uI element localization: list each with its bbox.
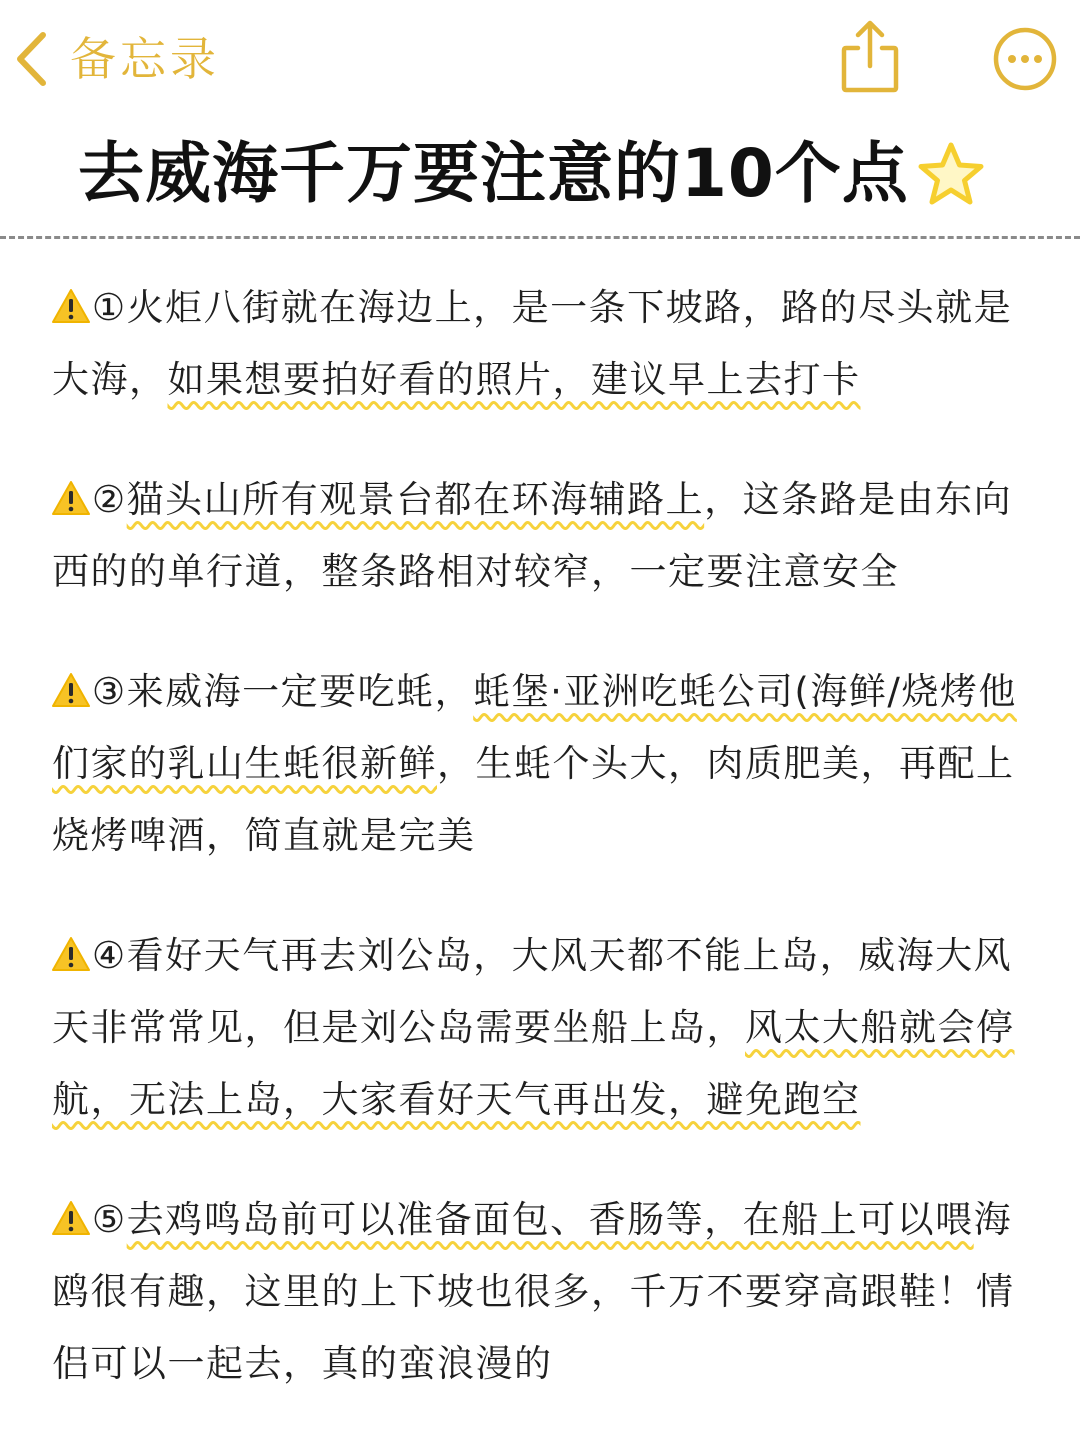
more-icon [992, 26, 1058, 92]
note-body [52, 272, 1042, 1448]
highlighted-text: 风太大船就会停航，无法上岛，大家看好天气再出发，避免跑空 [52, 1006, 1015, 1121]
nav-bar [0, 0, 1080, 120]
note-text: ①火炬八街就在海边上，是一条下坡路，路的尽头就是大海， [52, 286, 1013, 401]
star-icon [915, 141, 987, 207]
note-text: 海鸥很有趣，这里的上下坡也很多，千万不要穿高跟鞋！情侣可以一起去，真的蛮浪漫的 [52, 1198, 1015, 1385]
note-item-2 [52, 464, 1042, 608]
note-text: ，生蚝个头大，肉质肥美，再配上烧烤啤酒，简直就是完美 [52, 742, 1015, 857]
back-label: 备忘录 [70, 32, 220, 86]
warning-icon [52, 480, 90, 516]
note-text: ② [92, 478, 127, 521]
note-text: ③来威海一定要吃蚝， [92, 670, 474, 713]
note-item-4 [52, 920, 1042, 1136]
warning-icon [52, 1200, 90, 1236]
title-divider [0, 236, 1080, 239]
warning-icon [52, 672, 90, 708]
chevron-left-icon [14, 30, 48, 88]
highlighted-text: 去鸡鸣岛前可以准备面包、香肠等，在船上可以喂 [126, 1198, 974, 1241]
note-text: ④看好天气再去刘公岛，大风天都不能上岛，威海大风天非常常见，但是刘公岛需要坐船上岛， [52, 934, 1013, 1049]
more-button[interactable] [992, 26, 1058, 92]
note-title [78, 128, 987, 220]
warning-icon [52, 288, 90, 324]
note-item-1 [52, 272, 1042, 416]
back-button[interactable] [14, 26, 220, 92]
highlighted-text: 猫头山所有观景台都在环海辅路上 [126, 478, 705, 521]
note-item-3 [52, 656, 1042, 872]
share-button[interactable] [838, 18, 902, 96]
note-text: ⑤ [92, 1198, 127, 1241]
highlighted-text: 如果想要拍好看的照片，建议早上去打卡 [167, 358, 861, 401]
warning-icon [52, 936, 90, 972]
note-item-5 [52, 1184, 1042, 1400]
title-text: 去威海千万要注意的10个点 [78, 135, 909, 212]
highlighted-text: 蚝堡·亚洲吃蚝公司(海鲜/烧烤他们家的乳山生蚝很新鲜 [52, 670, 1017, 785]
share-icon [838, 18, 902, 96]
note-text: ，这条路是由东向西的的单行道，整条路相对较窄，一定要注意安全 [52, 478, 1013, 593]
